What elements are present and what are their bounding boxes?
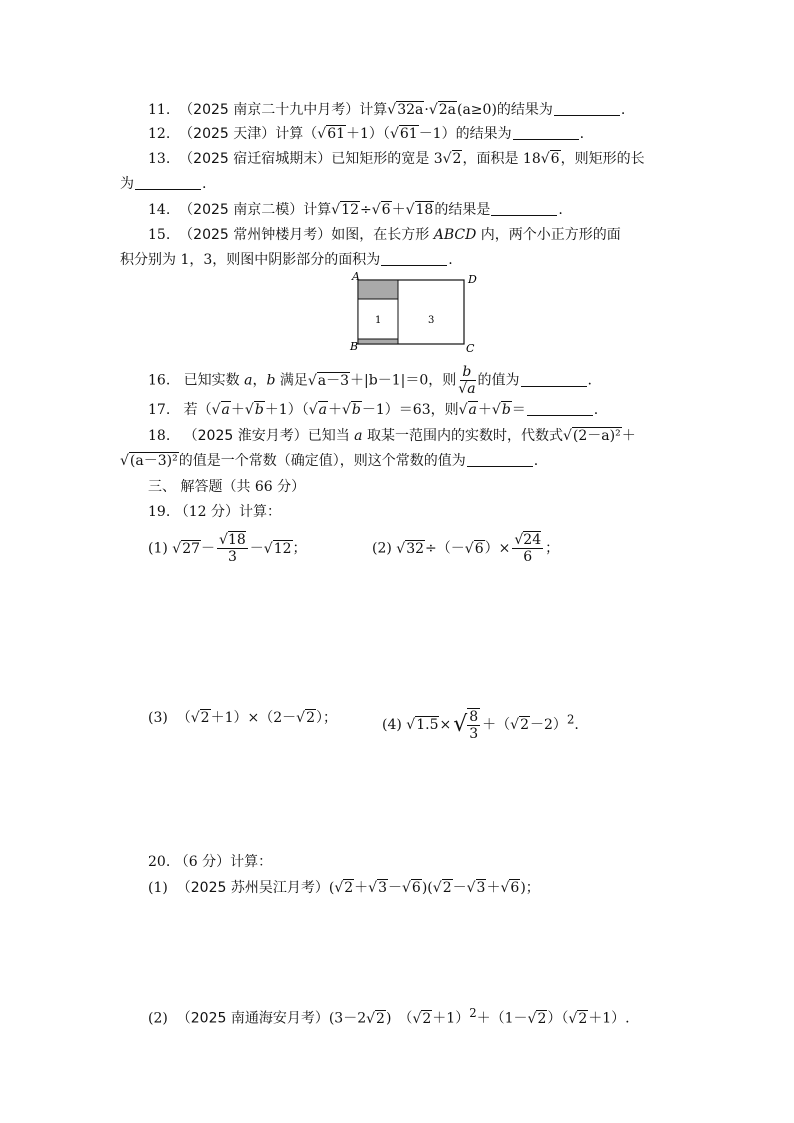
- question-source: （2025 宿迁宿城期末）: [179, 151, 332, 167]
- shaded-region-bottom: [358, 339, 398, 344]
- fraction: $\frac{√18}{3}$: [219, 532, 246, 565]
- question-13: 13. （2025 宿迁宿城期末）已知矩形的宽是 3√2，面积是 18√6，则矩形的长: [148, 151, 645, 167]
- sqrt-expression: √18: [405, 202, 434, 218]
- sqrt-expression: √61: [389, 126, 418, 142]
- square-label-1: 1: [375, 315, 382, 326]
- sqrt-expression: √2: [442, 151, 462, 167]
- question-14: 14. （2025 南京二模）计算√12÷√6＋√18的结果是 .: [148, 202, 563, 218]
- answer-blank[interactable]: [467, 452, 533, 467]
- question-source: （2025 天津）: [179, 126, 276, 142]
- vertex-label-d: D: [468, 273, 477, 286]
- answer-blank[interactable]: [491, 201, 557, 216]
- answer-blank[interactable]: [135, 175, 201, 190]
- sqrt-expression: √61: [317, 126, 346, 142]
- section-heading: 三、 解答题（共 66 分）: [148, 479, 306, 495]
- question-number: 18.: [148, 428, 171, 444]
- question-source: （2025 淮安月考）: [183, 428, 308, 444]
- question-12: 12. （2025 天津）计算（√61＋1）（√61－1）的结果为 .: [148, 126, 585, 142]
- question-source: （2025 常州钟楼月考）: [179, 227, 332, 243]
- question-number: 16.: [148, 372, 171, 389]
- question-19-part-2: (2) √32÷（－√6）× $\frac{√24}{6}$ ；: [372, 532, 560, 565]
- question-19-heading: 19. （12 分）计算：: [148, 504, 281, 520]
- vertex-label-c: C: [466, 342, 475, 355]
- sqrt-expression: √6: [540, 151, 560, 167]
- question-19-part-4: (4) √1.5× √ 8 3 $+(√2-2)^2$.: [382, 709, 579, 742]
- sqrt-expression: √6: [371, 202, 391, 218]
- sqrt-expression: √12: [331, 202, 360, 218]
- question-number: 14.: [148, 202, 171, 218]
- question-13-continued: 为 .: [120, 176, 207, 192]
- question-18-continued: √(a－3)²的值是一个常数（确定值），则这个常数的值为 .: [120, 453, 539, 469]
- question-19-part-3: (3) （√2＋1）×（2－√2）；: [148, 710, 337, 726]
- question-19-part-1: (1) √27－ $\frac{√18}{3}$ －√12；: [148, 532, 307, 565]
- question-text: 计算: [359, 102, 388, 118]
- question-number: 13.: [148, 151, 171, 167]
- answer-blank[interactable]: [521, 372, 587, 387]
- sqrt-expression: √(2－a)²: [562, 428, 621, 444]
- question-number: 11.: [148, 102, 171, 118]
- shaded-region-top: [358, 280, 398, 299]
- question-source: （2025 南京二十九中月考）: [179, 102, 360, 118]
- question-11: 11. （2025 南京二十九中月考）计算√32a·√2a(a≥0)的结果为 .: [148, 102, 626, 118]
- fraction: √ 8 3: [453, 709, 479, 742]
- question-20-part-2: (2) （2025 南通海安月考）(3－2√2) $(√2+1)^2+(1-√2)(√2+1)$.: [148, 1006, 630, 1027]
- sqrt-expression: √2a: [428, 102, 456, 118]
- question-number: 15.: [148, 227, 171, 243]
- question-20-part-1: (1) （2025 苏州吴江月考）(√2＋√3－√6)(√2－√3＋√6)；: [148, 880, 540, 896]
- question-18: 18. （2025 淮安月考）已知当 a 取某一范围内的实数时，代数式√(2－a)²＋: [148, 428, 636, 444]
- answer-blank[interactable]: [513, 125, 579, 140]
- rectangle-figure: [344, 272, 484, 356]
- answer-blank[interactable]: [527, 401, 593, 416]
- question-15: 15. （2025 常州钟楼月考）如图，在长方形 ABCD 内，两个小正方形的面: [148, 227, 621, 243]
- square-label-3: 3: [428, 315, 435, 326]
- vertex-label-a: A: [352, 272, 360, 283]
- question-15-continued: 积分别为 1，3，则图中阴影部分的面积为 .: [120, 252, 453, 268]
- question-20-heading: 20. （6 分）计算：: [148, 854, 273, 870]
- answer-blank[interactable]: [554, 101, 620, 116]
- sqrt-expression: √32a: [387, 102, 424, 118]
- question-source: （2025 南京二模）: [179, 202, 304, 218]
- answer-blank[interactable]: [381, 251, 447, 266]
- question-16: 16. 已知实数 a，b 满足√a－3＋|b－1|＝0，则 $\frac{b}{√a}$ 的值为 .: [148, 364, 592, 397]
- sqrt-expression: √(a－3)²: [120, 453, 178, 469]
- sqrt-expression: √a－3: [307, 372, 350, 389]
- question-17: 17. 若（√a＋√b＋1）（√a＋√b－1）＝63，则√a＋√b＝ .: [148, 402, 599, 418]
- question-number: 17.: [148, 402, 171, 418]
- fraction: $\frac{b}{√a}$: [458, 364, 476, 397]
- fraction: $\frac{√24}{6}$: [514, 532, 542, 565]
- vertex-label-b: B: [350, 340, 359, 353]
- question-number: 12.: [148, 126, 171, 142]
